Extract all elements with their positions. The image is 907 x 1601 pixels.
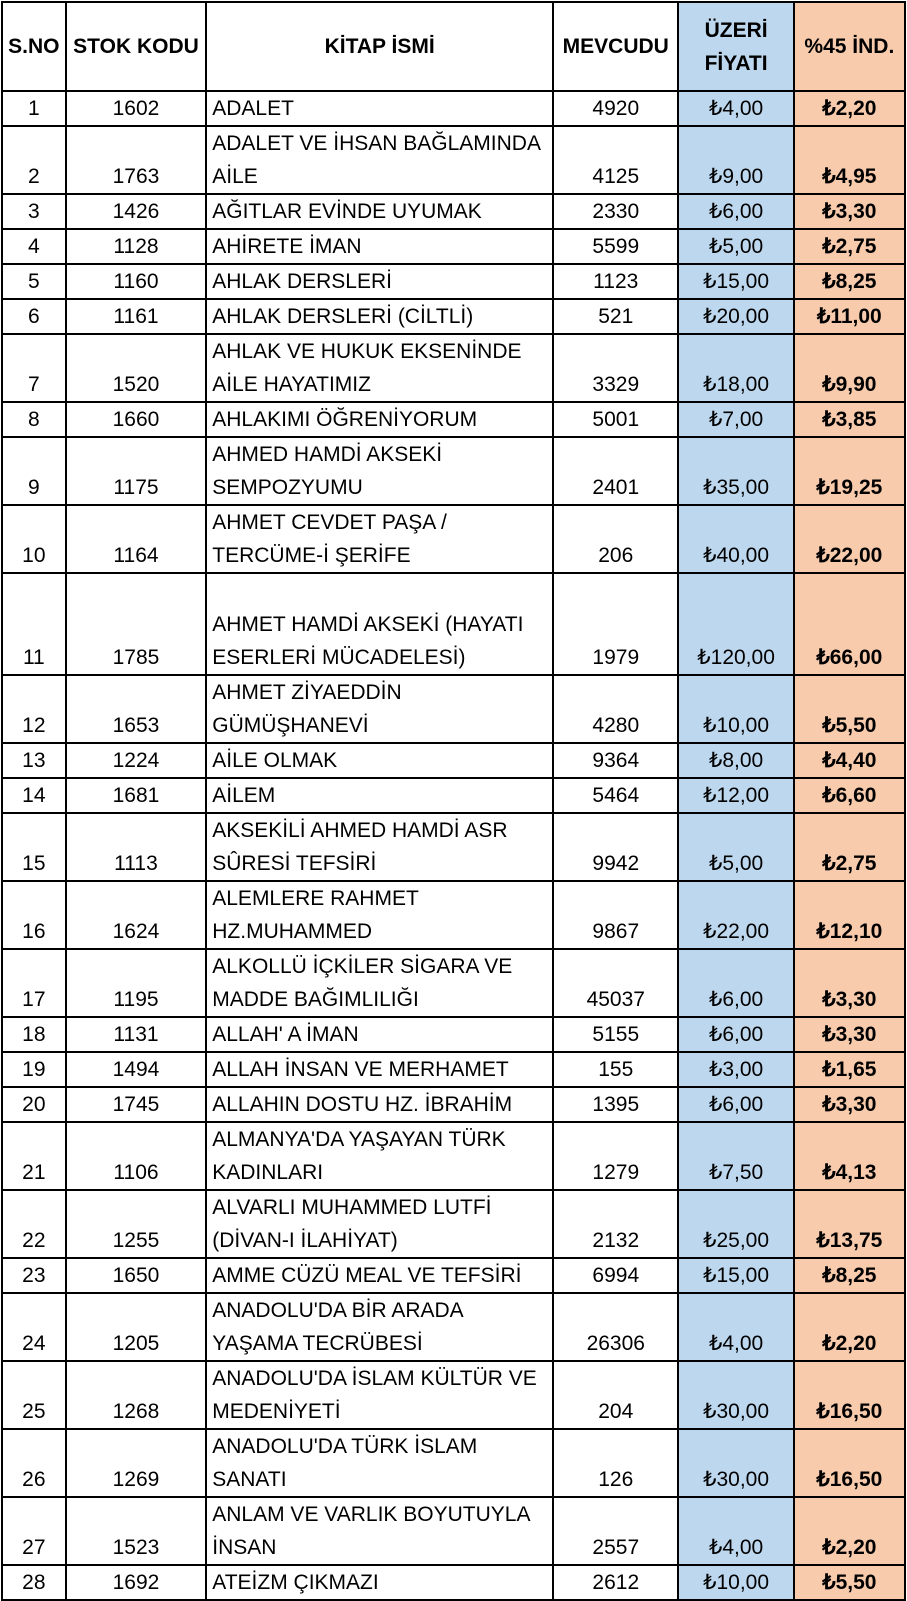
cell-stock: 155 [553,1052,678,1087]
cell-stock: 2330 [553,194,678,229]
cell-book-name: AHMET CEVDET PAŞA / TERCÜME-İ ŞERİFE [206,505,553,573]
cell-stock: 5001 [553,402,678,437]
cell-book-name: AHLAK DERSLERİ (CİLTLİ) [206,299,553,334]
cell-list-price: ₺10,00 [678,675,793,743]
cell-discount: ₺12,10 [794,881,905,949]
cell-list-price: ₺4,00 [678,1293,793,1361]
cell-discount: ₺3,30 [794,1017,905,1052]
cell-stock-code: 1692 [66,1565,207,1600]
cell-stock: 9364 [553,743,678,778]
cell-stock: 2132 [553,1190,678,1258]
cell-list-price: ₺6,00 [678,1087,793,1122]
cell-stock-code: 1268 [66,1361,207,1429]
cell-stock: 1395 [553,1087,678,1122]
cell-sno: 27 [2,1497,66,1565]
cell-book-name: ANADOLU'DA BİR ARADA YAŞAMA TECRÜBESİ [206,1293,553,1361]
cell-stock-code: 1160 [66,264,207,299]
table-row [2,126,905,194]
cell-sno: 11 [2,573,66,675]
table-row [2,1565,905,1600]
cell-stock: 9867 [553,881,678,949]
cell-stock: 4125 [553,126,678,194]
cell-book-name: ADALET VE İHSAN BAĞLAMINDA AİLE [206,126,553,194]
cell-stock: 5464 [553,778,678,813]
cell-stock: 4280 [553,675,678,743]
cell-book-name: ALLAH' A İMAN [206,1017,553,1052]
cell-book-name: ATEİZM ÇIKMAZI [206,1565,553,1600]
cell-stock: 1279 [553,1122,678,1190]
cell-list-price: ₺35,00 [678,437,793,505]
cell-sno: 13 [2,743,66,778]
cell-list-price: ₺6,00 [678,949,793,1017]
cell-list-price: ₺6,00 [678,194,793,229]
cell-sno: 12 [2,675,66,743]
cell-list-price: ₺4,00 [678,91,793,126]
cell-discount: ₺66,00 [794,573,905,675]
cell-sno: 28 [2,1565,66,1600]
cell-discount: ₺2,75 [794,813,905,881]
cell-book-name: AHİRETE İMAN [206,229,553,264]
table-row [2,402,905,437]
cell-stock-code: 1745 [66,1087,207,1122]
table-row [2,1293,905,1361]
cell-sno: 4 [2,229,66,264]
table-row [2,949,905,1017]
cell-stock-code: 1164 [66,505,207,573]
table-row [2,881,905,949]
cell-stock: 1979 [553,573,678,675]
table-row [2,1087,905,1122]
cell-stock: 2401 [553,437,678,505]
cell-book-name: AİLE OLMAK [206,743,553,778]
cell-list-price: ₺12,00 [678,778,793,813]
table-row [2,437,905,505]
cell-list-price: ₺6,00 [678,1017,793,1052]
cell-stock: 1123 [553,264,678,299]
cell-book-name: ANADOLU'DA İSLAM KÜLTÜR VE MEDENİYETİ [206,1361,553,1429]
cell-list-price: ₺40,00 [678,505,793,573]
cell-sno: 25 [2,1361,66,1429]
cell-discount: ₺5,50 [794,1565,905,1600]
cell-book-name: ADALET [206,91,553,126]
book-price-table [1,1,906,1601]
cell-sno: 23 [2,1258,66,1293]
cell-sno: 16 [2,881,66,949]
cell-sno: 20 [2,1087,66,1122]
cell-discount: ₺16,50 [794,1429,905,1497]
table-row [2,1052,905,1087]
cell-discount: ₺1,65 [794,1052,905,1087]
cell-book-name: AHLAKIMI ÖĞRENİYORUM [206,402,553,437]
cell-sno: 7 [2,334,66,402]
cell-list-price: ₺10,00 [678,1565,793,1600]
cell-stock-code: 1161 [66,299,207,334]
table-row [2,334,905,402]
cell-sno: 5 [2,264,66,299]
cell-sno: 14 [2,778,66,813]
cell-discount: ₺2,20 [794,1293,905,1361]
cell-list-price: ₺30,00 [678,1429,793,1497]
table-row [2,813,905,881]
cell-sno: 3 [2,194,66,229]
cell-stock: 26306 [553,1293,678,1361]
cell-sno: 26 [2,1429,66,1497]
table-row [2,743,905,778]
cell-stock-code: 1269 [66,1429,207,1497]
cell-stock: 204 [553,1361,678,1429]
cell-discount: ₺11,00 [794,299,905,334]
table-body [2,91,905,1600]
cell-discount: ₺3,30 [794,949,905,1017]
header-sno: S.NO [2,2,66,91]
cell-book-name: AĞITLAR EVİNDE UYUMAK [206,194,553,229]
cell-discount: ₺4,95 [794,126,905,194]
cell-sno: 6 [2,299,66,334]
cell-book-name: ANADOLU'DA TÜRK İSLAM SANATI [206,1429,553,1497]
table-row [2,194,905,229]
cell-list-price: ₺5,00 [678,229,793,264]
cell-list-price: ₺22,00 [678,881,793,949]
cell-stock-code: 1195 [66,949,207,1017]
cell-stock-code: 1763 [66,126,207,194]
cell-stock-code: 1653 [66,675,207,743]
cell-stock-code: 1131 [66,1017,207,1052]
cell-sno: 9 [2,437,66,505]
cell-discount: ₺9,90 [794,334,905,402]
table-row [2,1258,905,1293]
cell-book-name: AHLAK VE HUKUK EKSENİNDE AİLE HAYATIMIZ [206,334,553,402]
cell-stock: 6994 [553,1258,678,1293]
cell-discount: ₺22,00 [794,505,905,573]
cell-list-price: ₺15,00 [678,264,793,299]
cell-discount: ₺8,25 [794,1258,905,1293]
cell-sno: 8 [2,402,66,437]
cell-discount: ₺2,20 [794,1497,905,1565]
cell-stock: 2557 [553,1497,678,1565]
table-row [2,573,905,675]
cell-discount: ₺2,20 [794,91,905,126]
table-row [2,1190,905,1258]
header-stock: MEVCUDU [553,2,678,91]
table-row [2,91,905,126]
cell-stock: 126 [553,1429,678,1497]
cell-list-price: ₺18,00 [678,334,793,402]
cell-discount: ₺6,60 [794,778,905,813]
table-row [2,1429,905,1497]
cell-sno: 21 [2,1122,66,1190]
cell-sno: 22 [2,1190,66,1258]
cell-stock-code: 1224 [66,743,207,778]
header-book-name: KİTAP İSMİ [206,2,553,91]
cell-discount: ₺13,75 [794,1190,905,1258]
cell-discount: ₺16,50 [794,1361,905,1429]
cell-book-name: ANLAM VE VARLIK BOYUTUYLA İNSAN [206,1497,553,1565]
cell-stock-code: 1520 [66,334,207,402]
cell-stock-code: 1494 [66,1052,207,1087]
cell-discount: ₺3,30 [794,194,905,229]
cell-sno: 10 [2,505,66,573]
cell-stock-code: 1650 [66,1258,207,1293]
cell-book-name: AHMET ZİYAEDDİN GÜMÜŞHANEVİ [206,675,553,743]
cell-stock: 5599 [553,229,678,264]
cell-book-name: ALMANYA'DA YAŞAYAN TÜRK KADINLARI [206,1122,553,1190]
cell-stock: 521 [553,299,678,334]
cell-list-price: ₺7,50 [678,1122,793,1190]
cell-list-price: ₺15,00 [678,1258,793,1293]
cell-book-name: AHLAK DERSLERİ [206,264,553,299]
cell-discount: ₺8,25 [794,264,905,299]
table-row [2,264,905,299]
table-row [2,229,905,264]
cell-stock-code: 1624 [66,881,207,949]
cell-list-price: ₺5,00 [678,813,793,881]
header-stock-code: STOK KODU [66,2,207,91]
cell-stock: 9942 [553,813,678,881]
cell-stock-code: 1660 [66,402,207,437]
cell-list-price: ₺4,00 [678,1497,793,1565]
cell-book-name: AMME CÜZÜ MEAL VE TEFSİRİ [206,1258,553,1293]
cell-stock-code: 1205 [66,1293,207,1361]
cell-book-name: AHMET HAMDİ AKSEKİ (HAYATI ESERLERİ MÜCADELESİ) [206,573,553,675]
cell-stock: 45037 [553,949,678,1017]
cell-stock-code: 1681 [66,778,207,813]
cell-stock-code: 1255 [66,1190,207,1258]
cell-stock: 206 [553,505,678,573]
cell-stock: 4920 [553,91,678,126]
cell-book-name: AİLEM [206,778,553,813]
cell-sno: 1 [2,91,66,126]
header-discount: %45 İND. [794,2,905,91]
header-list-price: ÜZERİ FİYATI [678,2,793,91]
cell-book-name: ALKOLLÜ İÇKİLER SİGARA VE MADDE BAĞIMLILIĞI [206,949,553,1017]
cell-discount: ₺4,13 [794,1122,905,1190]
cell-stock: 2612 [553,1565,678,1600]
table-row [2,505,905,573]
cell-discount: ₺19,25 [794,437,905,505]
cell-stock-code: 1175 [66,437,207,505]
cell-list-price: ₺30,00 [678,1361,793,1429]
table-row [2,1017,905,1052]
cell-sno: 19 [2,1052,66,1087]
table-row [2,778,905,813]
cell-stock: 5155 [553,1017,678,1052]
cell-discount: ₺3,85 [794,402,905,437]
table-header [2,2,905,91]
cell-list-price: ₺3,00 [678,1052,793,1087]
cell-stock-code: 1523 [66,1497,207,1565]
cell-list-price: ₺8,00 [678,743,793,778]
cell-stock: 3329 [553,334,678,402]
cell-discount: ₺3,30 [794,1087,905,1122]
cell-list-price: ₺7,00 [678,402,793,437]
cell-stock-code: 1602 [66,91,207,126]
cell-book-name: AKSEKİLİ AHMED HAMDİ ASR SÛRESİ TEFSİRİ [206,813,553,881]
cell-stock-code: 1106 [66,1122,207,1190]
cell-stock-code: 1128 [66,229,207,264]
cell-book-name: ALVARLI MUHAMMED LUTFİ (DİVAN-I İLAHİYAT) [206,1190,553,1258]
cell-sno: 18 [2,1017,66,1052]
cell-sno: 2 [2,126,66,194]
cell-list-price: ₺20,00 [678,299,793,334]
cell-discount: ₺4,40 [794,743,905,778]
cell-book-name: ALLAHIN DOSTU HZ. İBRAHİM [206,1087,553,1122]
table-row [2,299,905,334]
cell-list-price: ₺120,00 [678,573,793,675]
table-row [2,1361,905,1429]
table-row [2,1497,905,1565]
cell-discount: ₺2,75 [794,229,905,264]
cell-sno: 24 [2,1293,66,1361]
table-row [2,1122,905,1190]
cell-stock-code: 1426 [66,194,207,229]
cell-stock-code: 1785 [66,573,207,675]
cell-book-name: ALLAH İNSAN VE MERHAMET [206,1052,553,1087]
cell-discount: ₺5,50 [794,675,905,743]
cell-book-name: AHMED HAMDİ AKSEKİ SEMPOZYUMU [206,437,553,505]
cell-book-name: ALEMLERE RAHMET HZ.MUHAMMED [206,881,553,949]
table-row [2,675,905,743]
cell-sno: 15 [2,813,66,881]
cell-list-price: ₺25,00 [678,1190,793,1258]
cell-stock-code: 1113 [66,813,207,881]
cell-list-price: ₺9,00 [678,126,793,194]
cell-sno: 17 [2,949,66,1017]
